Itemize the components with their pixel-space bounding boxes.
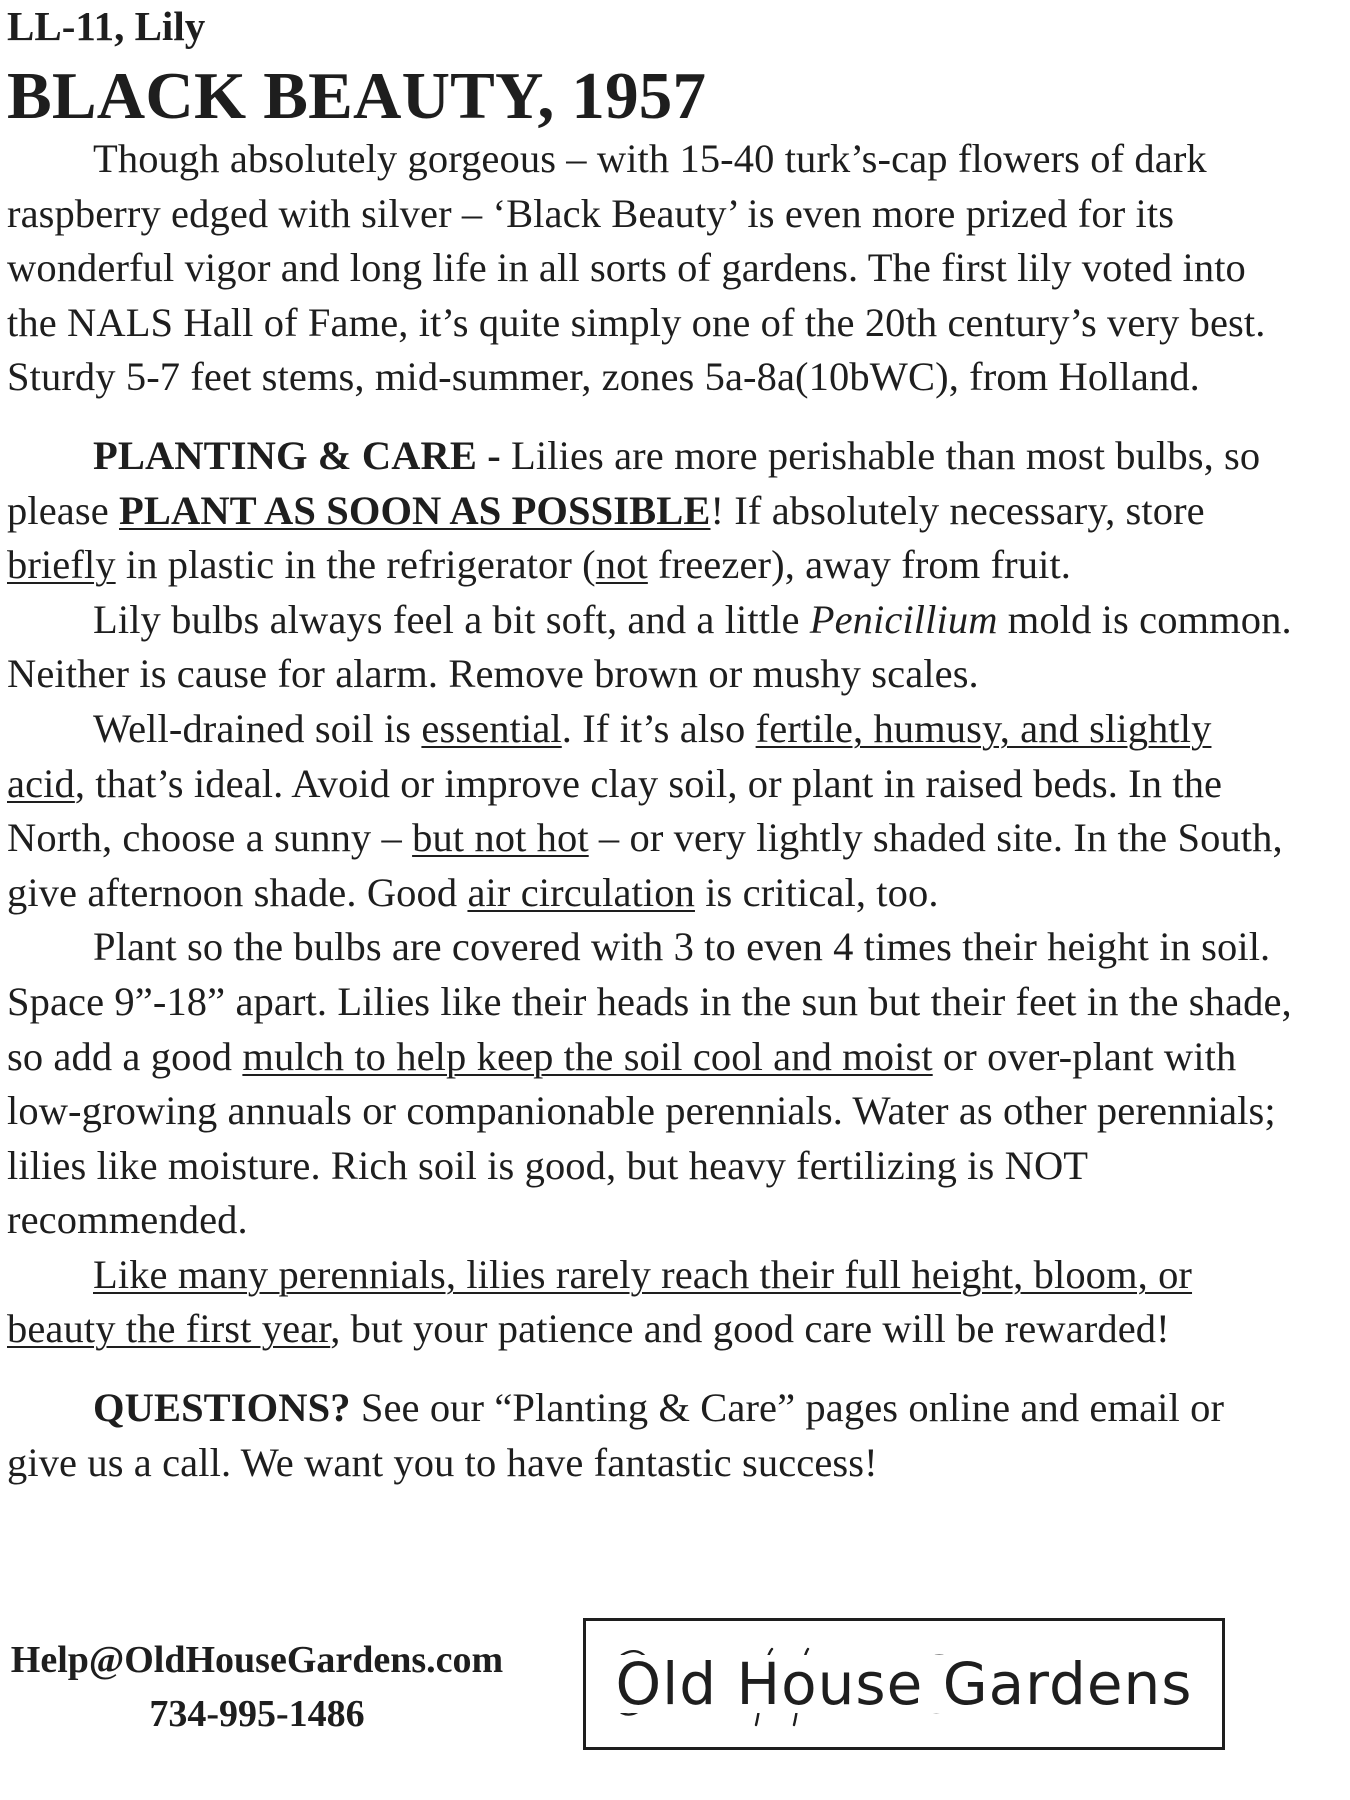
questions-text: See our “Planting & Care” pages online and email or give us a call. We want you to have fantastic success! [7, 1385, 1225, 1485]
fertile-emphasis: fertile, humusy, and slightly acid [7, 705, 1212, 806]
patience-text-1: , but your patience and good care will be rewarded! [330, 1306, 1170, 1352]
planting-text-4: freezer), away from fruit. [647, 542, 1072, 588]
air-circulation-emphasis: air circulation [467, 869, 695, 915]
soil-text-3: , that’s ideal. Avoid or improve clay soil, or plant in raised beds. In the North, choose a sunny – [7, 760, 1223, 861]
body-text [7, 132, 1297, 1490]
contact-phone: 734-995-1486 [149, 1693, 365, 1735]
mulch-emphasis: mulch to help keep the soil cool and moist [242, 1033, 933, 1079]
mold-text-1: Lily bulbs always feel a bit soft, and a little [93, 596, 810, 642]
planting-text-1: Lilies are more perishable than most bulbs, so please [7, 432, 1261, 533]
planting-paragraph [7, 429, 1297, 593]
logo-text [586, 1621, 1222, 1747]
mold-text-2: mold is common. Neither is cause for alarm. Remove brown or mushy scales. [7, 596, 1292, 697]
soil-text-4: – or very lightly shaded site. In the South, give afternoon shade. Good [7, 815, 1283, 915]
depth-text-2: or over-plant with low-growing annuals or companionable perennials. Water as other perennials; lilies like moisture. Rich soil is good, but heavy fertilizing is NOT recommended. [7, 1033, 1276, 1243]
soil-text-1: Well-drained soil is [93, 705, 422, 751]
mold-paragraph [7, 593, 1297, 702]
contact-block [7, 1633, 507, 1741]
planting-label: PLANTING & CARE - [93, 432, 501, 478]
brand-logo [583, 1618, 1225, 1750]
description-paragraph: Though absolutely gorgeous – with 15-40 turk’s-cap flowers of dark raspberry edged with silver – ‘Black Beauty’ is even more prized for its wonderful vigor and long life in all sorts of gardens. The first lily voted into the NALS Hall of Fame, it’s quite simply one of the 20th century’s very best. Sturdy 5-7 feet stems, mid-summer, zones 5a-8a(10bWC), from Holland. [7, 136, 1266, 400]
product-code: LL-11, Lily [7, 3, 206, 49]
depth-text-1: Plant so the bulbs are covered with 3 to even 4 times their height in soil. Space 9”-18” apart. Lilies like their heads in the sun but their feet in the shade, so add a good [7, 924, 1292, 1079]
product-title: BLACK BEAUTY, 1957 [7, 59, 707, 133]
briefly-emphasis: briefly [7, 542, 116, 588]
penicillium-term: Penicillium [809, 596, 998, 642]
contact-email[interactable]: Help@OldHouseGardens.com [10, 1639, 504, 1681]
essential-emphasis: essential [421, 705, 562, 751]
patience-emphasis: Like many perennials, lilies rarely reach their full height, bloom, or beauty the first year [7, 1251, 1193, 1352]
soil-paragraph [7, 702, 1297, 920]
patience-paragraph [7, 1248, 1297, 1357]
soil-text-5: is critical, too. [694, 869, 939, 915]
soil-text-2: . If it’s also [561, 705, 756, 751]
planting-text-2: ! If absolutely necessary, store [710, 487, 1205, 533]
plant-soon-emphasis: PLANT AS SOON AS POSSIBLE [119, 487, 711, 533]
questions-label: QUESTIONS? [93, 1385, 351, 1431]
not-hot-emphasis: but not hot [412, 815, 589, 861]
not-emphasis: not [595, 542, 648, 588]
planting-text-3: in plastic in the refrigerator ( [115, 542, 596, 588]
depth-paragraph [7, 920, 1297, 1248]
questions-paragraph [7, 1381, 1297, 1490]
logo-text-label: Old House Gardens [609, 1655, 1198, 1713]
